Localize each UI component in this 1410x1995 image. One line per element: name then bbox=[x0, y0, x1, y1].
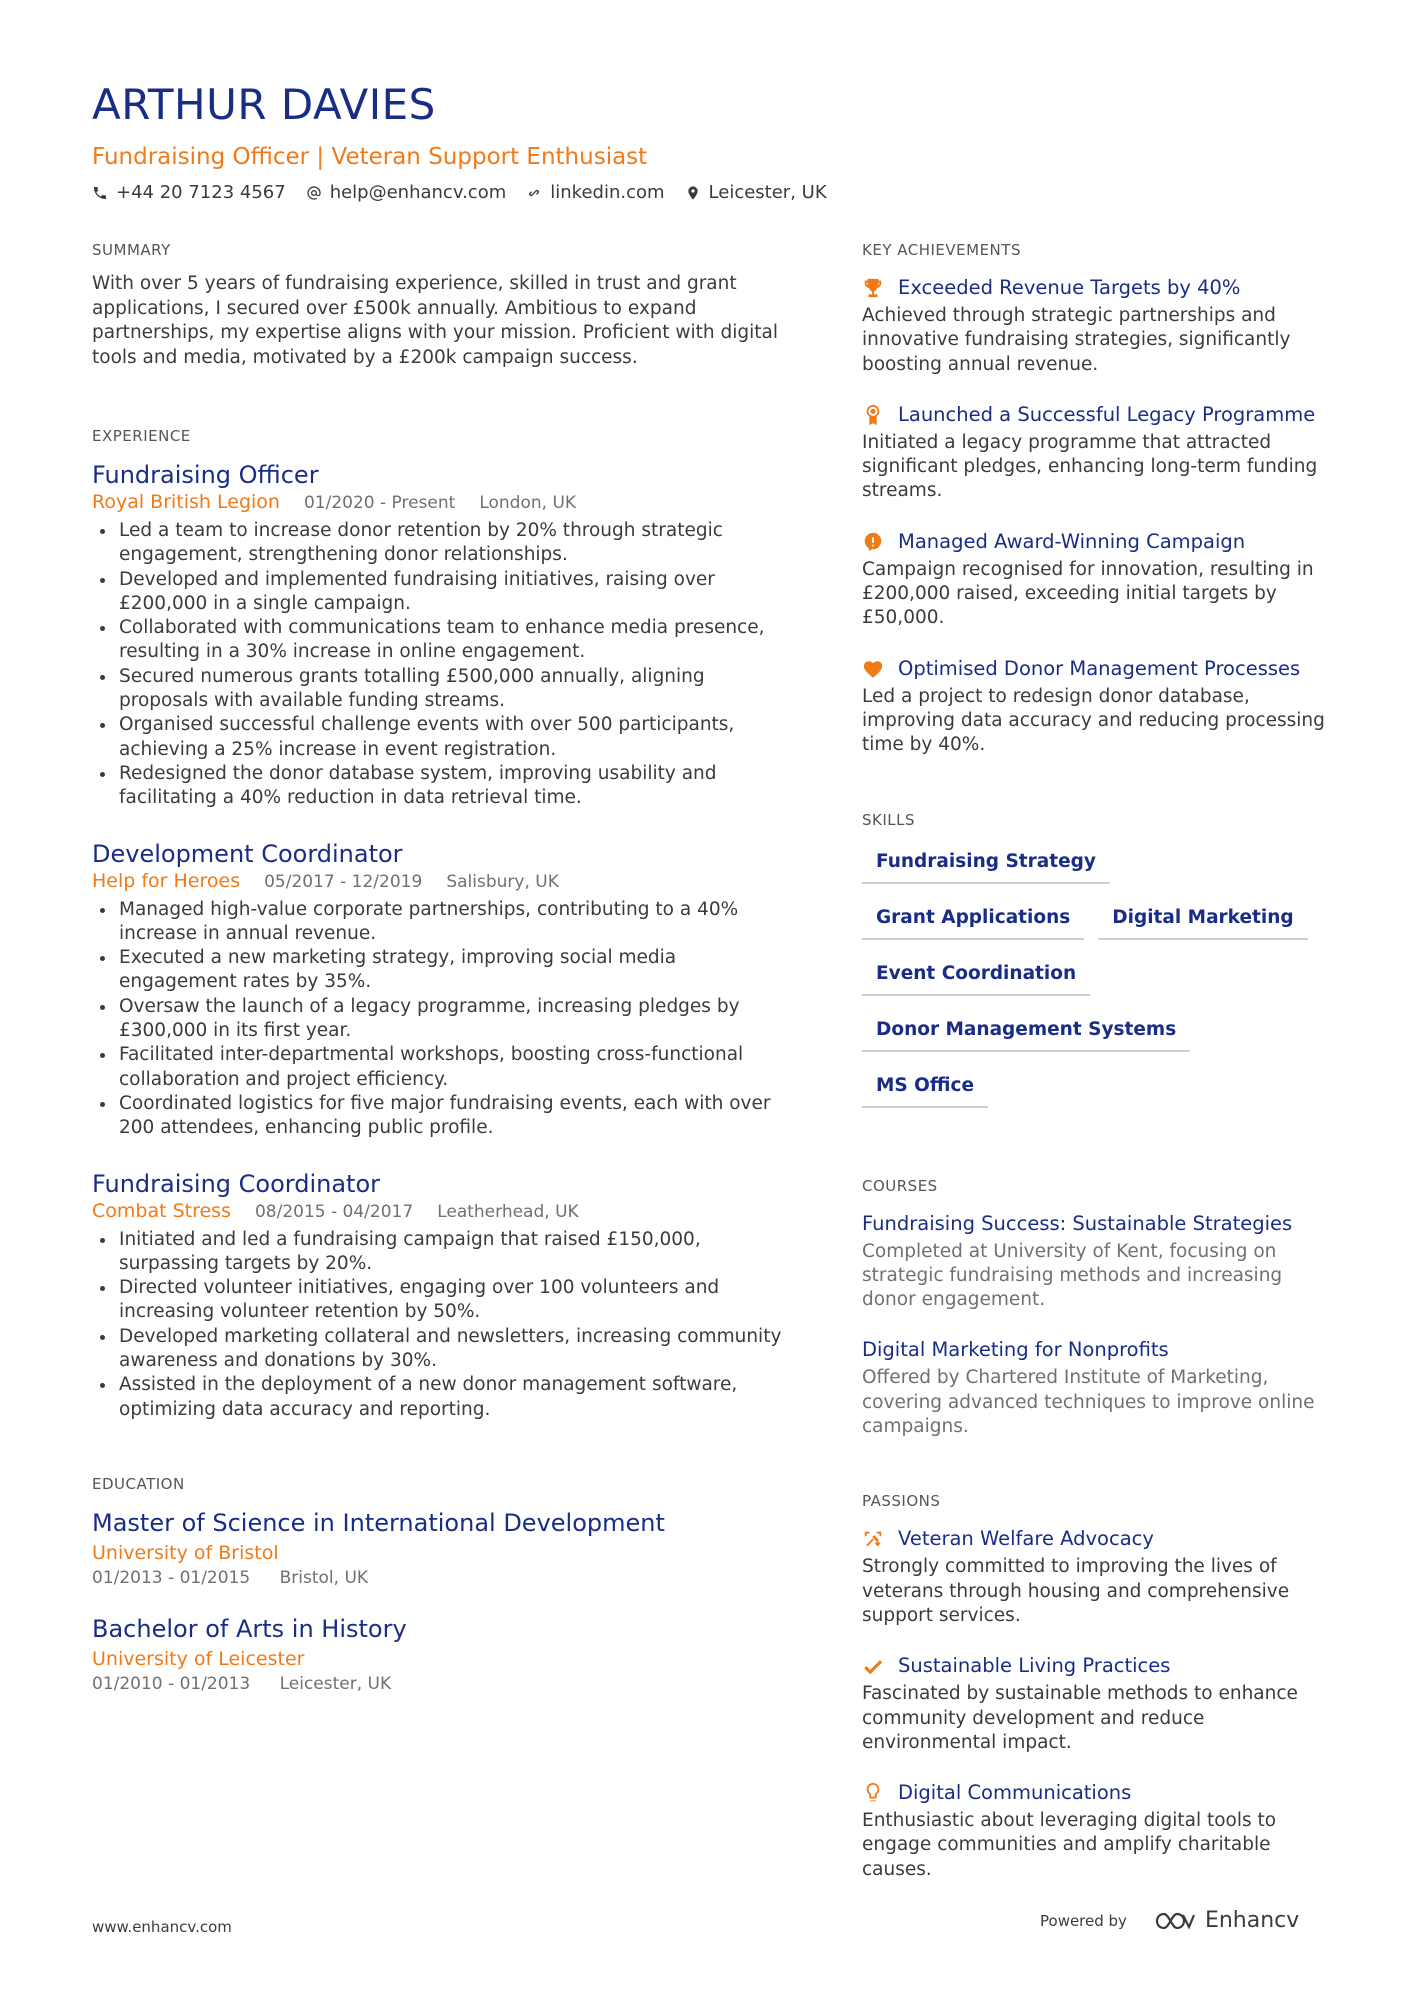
job-company: Help for Heroes bbox=[92, 869, 241, 892]
job-dates: 08/2015 - 04/2017 bbox=[254, 1201, 414, 1222]
candidate-name: ARTHUR DAVIES bbox=[92, 80, 436, 129]
skills-section bbox=[862, 810, 1330, 1124]
job-company: Royal British Legion bbox=[92, 491, 280, 513]
course-item bbox=[862, 1336, 1330, 1439]
education-location: Leicester, UK bbox=[279, 1673, 392, 1694]
course-title: Fundraising Success: Sustainable Strategies bbox=[862, 1211, 1293, 1235]
course-desc: Offered by Chartered Institute of Marketing, covering advanced techniques to improve online campaigns. bbox=[862, 1367, 1315, 1438]
skill-tag: Fundraising Strategy bbox=[862, 844, 1110, 884]
job-meta bbox=[92, 1199, 782, 1224]
summary-section bbox=[92, 240, 782, 370]
phone-icon bbox=[92, 185, 108, 201]
location-pin-icon bbox=[685, 185, 701, 201]
passion-title: Sustainable Living Practices bbox=[898, 1654, 1171, 1678]
at-icon bbox=[306, 185, 322, 201]
resume-header bbox=[92, 80, 1322, 206]
passion-item bbox=[862, 1779, 1330, 1882]
experience-section bbox=[92, 426, 782, 1422]
skills-list bbox=[862, 844, 1330, 1124]
job-entry bbox=[92, 460, 782, 811]
brand-logo[interactable] bbox=[1153, 1908, 1299, 1933]
achievement-desc: Initiated a legacy programme that attracted significant pledges, enhancing long-term funding streams. bbox=[862, 431, 1318, 502]
achievement-title: Optimised Donor Management Processes bbox=[898, 656, 1301, 680]
phone-text: +44 20 7123 4567 bbox=[116, 182, 286, 203]
education-entry bbox=[92, 1614, 782, 1696]
experience-heading: EXPERIENCE bbox=[92, 427, 191, 445]
job-location: London, UK bbox=[479, 493, 577, 513]
linkedin-text: linkedin.com bbox=[550, 182, 665, 203]
powered-by-label: Powered by bbox=[1040, 1911, 1127, 1930]
course-title: Digital Marketing for Nonprofits bbox=[862, 1338, 1169, 1362]
megaphone-icon bbox=[862, 531, 884, 553]
contact-row bbox=[92, 180, 1322, 206]
degree-title: Master of Science in International Development bbox=[92, 1508, 665, 1537]
bullet-item: Oversaw the launch of a legacy programme, increasing pledges by £300,000 in its first year. bbox=[92, 995, 782, 1044]
lightbulb-icon bbox=[862, 1782, 884, 1804]
achievement-title: Managed Award-Winning Campaign bbox=[898, 529, 1246, 553]
achievement-item bbox=[862, 401, 1330, 504]
right-column bbox=[862, 240, 1330, 1882]
passion-title: Veteran Welfare Advocacy bbox=[898, 1527, 1154, 1551]
education-dates: 01/2010 - 01/2013 bbox=[92, 1673, 251, 1694]
contact-linkedin[interactable] bbox=[526, 180, 664, 206]
degree-title: Bachelor of Arts in History bbox=[92, 1614, 407, 1643]
education-dates: 01/2013 - 01/2015 bbox=[92, 1567, 251, 1588]
bullet-item: Secured numerous grants totalling £500,000 annually, aligning proposals with available funding streams. bbox=[92, 665, 782, 714]
skills-heading: SKILLS bbox=[862, 810, 916, 829]
contact-email[interactable] bbox=[306, 180, 507, 206]
achievement-item bbox=[862, 528, 1330, 631]
education-heading: EDUCATION bbox=[92, 1474, 185, 1493]
job-bullets bbox=[92, 519, 782, 811]
job-location: Salisbury, UK bbox=[446, 871, 559, 892]
passion-desc: Enthusiastic about leveraging digital tools to engage communities and amplify charitable causes. bbox=[862, 1810, 1277, 1880]
bullet-item: Organised successful challenge events with over 500 participants, achieving a 25% increase in event registration. bbox=[92, 713, 782, 762]
trophy-icon bbox=[862, 277, 884, 299]
skill-tag: MS Office bbox=[862, 1068, 988, 1108]
job-title: Development Coordinator bbox=[92, 839, 403, 868]
achievement-item bbox=[862, 274, 1330, 377]
footer-branding bbox=[1040, 1908, 1299, 1933]
passion-desc: Strongly committed to improving the lives of veterans through housing and comprehensive support services. bbox=[862, 1556, 1290, 1626]
job-location: Leatherhead, UK bbox=[437, 1201, 579, 1222]
bullet-item: Coordinated logistics for five major fundraising events, each with over 200 attendees, enhancing public profile. bbox=[92, 1092, 782, 1141]
achievement-item bbox=[862, 655, 1330, 758]
skill-tag: Event Coordination bbox=[862, 956, 1090, 996]
location-text: Leicester, UK bbox=[708, 182, 827, 203]
job-company: Combat Stress bbox=[92, 1199, 231, 1222]
bullet-item: Directed volunteer initiatives, engaging over 100 volunteers and increasing volunteer retention by 50%. bbox=[92, 1276, 782, 1325]
achievement-desc: Led a project to redesign donor database, improving data accuracy and reducing processing time by 40%. bbox=[862, 685, 1325, 756]
course-item bbox=[862, 1210, 1330, 1313]
bullet-item: Assisted in the deployment of a new donor management software, optimizing data accuracy and reporting. bbox=[92, 1373, 782, 1422]
passions-section bbox=[862, 1491, 1330, 1882]
bullet-item: Led a team to increase donor retention by 20% through strategic engagement, strengthening donor relationships. bbox=[92, 519, 782, 568]
education-section bbox=[92, 1474, 782, 1696]
checkmark-icon bbox=[862, 1655, 884, 1677]
skill-tag: Donor Management Systems bbox=[862, 1012, 1190, 1052]
achievement-desc: Campaign recognised for innovation, resulting in £200,000 raised, exceeding initial targets by £50,000. bbox=[862, 558, 1314, 629]
courses-heading: COURSES bbox=[862, 1176, 938, 1195]
school-name: University of Leicester bbox=[92, 1647, 305, 1670]
bullet-item: Collaborated with communications team to enhance media presence, resulting in a 30% increase in online engagement. bbox=[92, 616, 782, 665]
job-dates: 05/2017 - 12/2019 bbox=[264, 871, 423, 892]
contact-phone[interactable] bbox=[92, 180, 286, 206]
education-meta bbox=[92, 1672, 782, 1696]
email-text: help@enhancv.com bbox=[329, 182, 507, 203]
left-column bbox=[92, 240, 782, 1696]
bullet-item: Initiated and led a fundraising campaign that raised £150,000, surpassing targets by 20%. bbox=[92, 1228, 782, 1277]
bullet-item: Facilitated inter-departmental workshops, boosting cross-functional collaboration and project efficiency. bbox=[92, 1043, 782, 1092]
job-bullets bbox=[92, 1228, 782, 1422]
job-bullets bbox=[92, 898, 782, 1141]
education-entry bbox=[92, 1508, 782, 1590]
job-meta bbox=[92, 490, 782, 515]
passion-item bbox=[862, 1525, 1330, 1628]
contact-location bbox=[685, 180, 827, 206]
handshake-icon bbox=[862, 1528, 884, 1550]
brand-name: Enhancv bbox=[1204, 1908, 1300, 1933]
passions-heading: PASSIONS bbox=[862, 1492, 941, 1511]
bullet-item: Managed high-value corporate partnerships, contributing to a 40% increase in annual revenue. bbox=[92, 898, 782, 947]
footer-website[interactable]: www.enhancv.com bbox=[92, 1918, 232, 1936]
job-title: Fundraising Coordinator bbox=[92, 1169, 380, 1198]
achievements-section bbox=[862, 240, 1330, 758]
achievement-title: Launched a Successful Legacy Programme bbox=[898, 402, 1316, 426]
skill-tag: Grant Applications bbox=[862, 900, 1084, 940]
job-entry bbox=[92, 839, 782, 1141]
passion-desc: Fascinated by sustainable methods to enhance community development and reduce environmental impact. bbox=[862, 1683, 1298, 1753]
bullet-item: Executed a new marketing strategy, improving social media engagement rates by 35%. bbox=[92, 946, 782, 995]
bullet-item: Developed marketing collateral and newsletters, increasing community awareness and donations by 30%. bbox=[92, 1325, 782, 1374]
job-title: Fundraising Officer bbox=[92, 461, 319, 489]
bullet-item: Redesigned the donor database system, improving usability and facilitating a 40% reduction in data retrieval time. bbox=[92, 762, 782, 811]
passion-item bbox=[862, 1652, 1330, 1755]
achievements-heading: KEY ACHIEVEMENTS bbox=[862, 241, 1021, 259]
award-icon bbox=[862, 404, 884, 426]
job-meta bbox=[92, 869, 782, 894]
bullet-item: Developed and implemented fundraising initiatives, raising over £200,000 in a single campaign. bbox=[92, 568, 782, 617]
achievement-desc: Achieved through strategic partnerships and innovative fundraising strategies, significantly boosting annual revenue. bbox=[862, 305, 1291, 375]
summary-text: With over 5 years of fundraising experience, skilled in trust and grant applications, I secured over £500k annually. Ambitious to expand partnerships, my expertise aligns with your mission. Proficient with digital tools and media, motivated by a £200k campaign success. bbox=[92, 273, 778, 368]
course-desc: Completed at University of Kent, focusing on strategic fundraising methods and increasing donor engagement. bbox=[862, 1240, 1283, 1311]
school-name: University of Bristol bbox=[92, 1541, 279, 1564]
education-meta bbox=[92, 1566, 782, 1590]
summary-heading: SUMMARY bbox=[92, 241, 171, 259]
enhancv-logo-icon bbox=[1153, 1909, 1197, 1933]
link-icon bbox=[526, 185, 542, 201]
skill-tag: Digital Marketing bbox=[1098, 900, 1307, 940]
achievement-title: Exceeded Revenue Targets by 40% bbox=[898, 276, 1241, 299]
heart-icon bbox=[862, 658, 884, 680]
passion-title: Digital Communications bbox=[898, 1781, 1132, 1805]
candidate-title: Fundraising Officer | Veteran Support Enthusiast bbox=[92, 144, 648, 170]
education-location: Bristol, UK bbox=[279, 1567, 369, 1588]
job-entry bbox=[92, 1169, 782, 1422]
job-dates: 01/2020 - Present bbox=[303, 493, 456, 513]
courses-section bbox=[862, 1176, 1330, 1440]
